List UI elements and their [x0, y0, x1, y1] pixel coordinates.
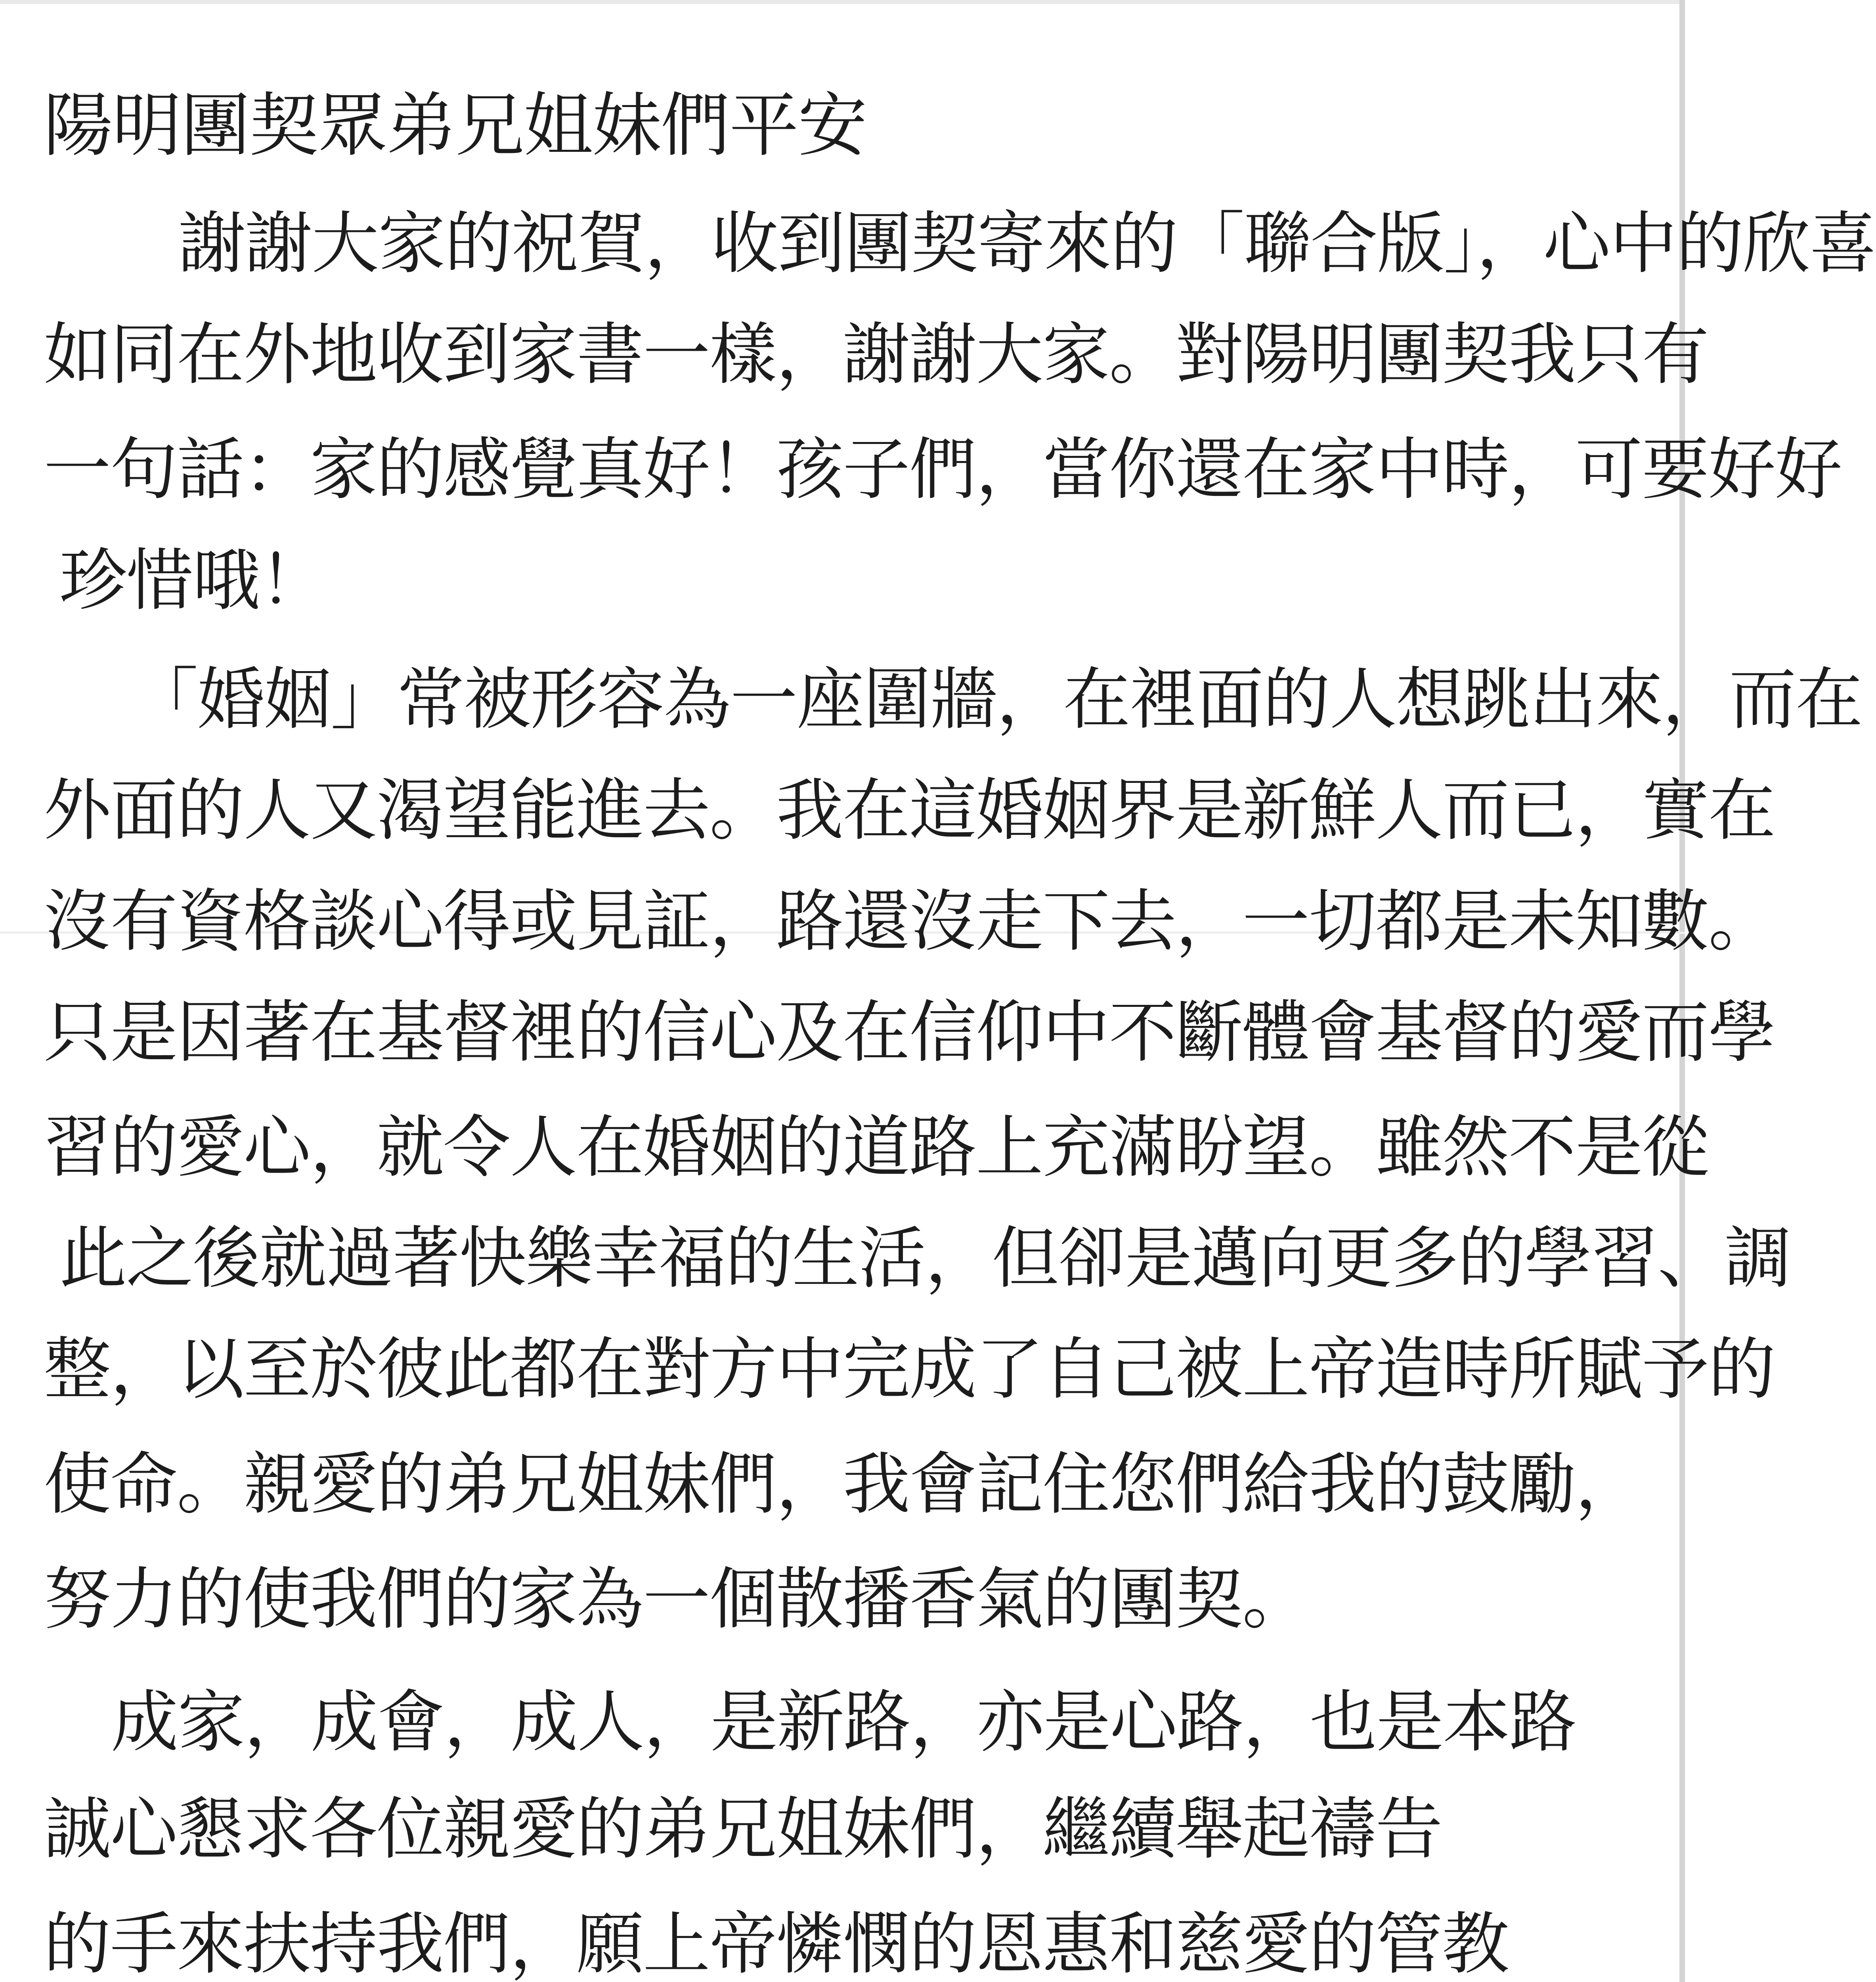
- letter-line-1: 謝謝大家的祝賀，收到團契寄來的「聯合版」，心中的欣喜: [178, 205, 1876, 283]
- letter-line-12: 使命。親愛的弟兄姐妹們，我會記住您們給我的鼓勵，: [44, 1445, 1642, 1524]
- letter-line-16: 的手來扶持我們，願上帝憐憫的恩惠和慈愛的管教: [44, 1905, 1509, 1982]
- letter-line-9: 習的愛心，就令人在婚姻的道路上充滿盼望。雖然不是從: [44, 1108, 1709, 1187]
- page-edge-right: [1679, 0, 1685, 1982]
- letter-line-2: 如同在外地收到家書一樣，謝謝大家。對陽明團契我只有: [44, 316, 1709, 394]
- letter-line-10: 此之後就過著快樂幸福的生活，但卻是邁向更多的學習、調: [59, 1219, 1791, 1298]
- letter-greeting: 陽明團契眾弟兄姐妹們平安: [44, 86, 866, 166]
- letter-line-15: 誠心懇求各位親愛的弟兄姐妹們，繼續舉起禱告: [44, 1790, 1442, 1869]
- letter-line-6: 外面的人又渴望能進去。我在這婚姻界是新鮮人而已，實在: [44, 771, 1775, 850]
- letter-line-8: 只是因著在基督裡的信心及在信仰中不斷體會基督的愛而學: [44, 993, 1775, 1072]
- letter-line-5: 「婚姻」常被形容為一座圍牆，在裡面的人想跳出來，而在: [131, 660, 1863, 739]
- letter-line-13: 努力的使我們的家為一個散播香氣的團契。: [44, 1560, 1309, 1639]
- letter-line-14: 成家，成會，成人，是新路，亦是心路，也是本路: [111, 1683, 1576, 1762]
- letter-line-11: 整，以至於彼此都在對方中完成了自己被上帝造時所賦予的: [44, 1330, 1775, 1409]
- page-edge-top: [0, 0, 1685, 4]
- letter-line-7: 沒有資格談心得或見証，路還沒走下去，一切都是未知數。: [44, 882, 1775, 961]
- letter-line-4: 珍惜哦！: [59, 541, 326, 620]
- letter-line-3: 一句話：家的感覺真好！孩子們，當你還在家中時，可要好好: [44, 430, 1842, 509]
